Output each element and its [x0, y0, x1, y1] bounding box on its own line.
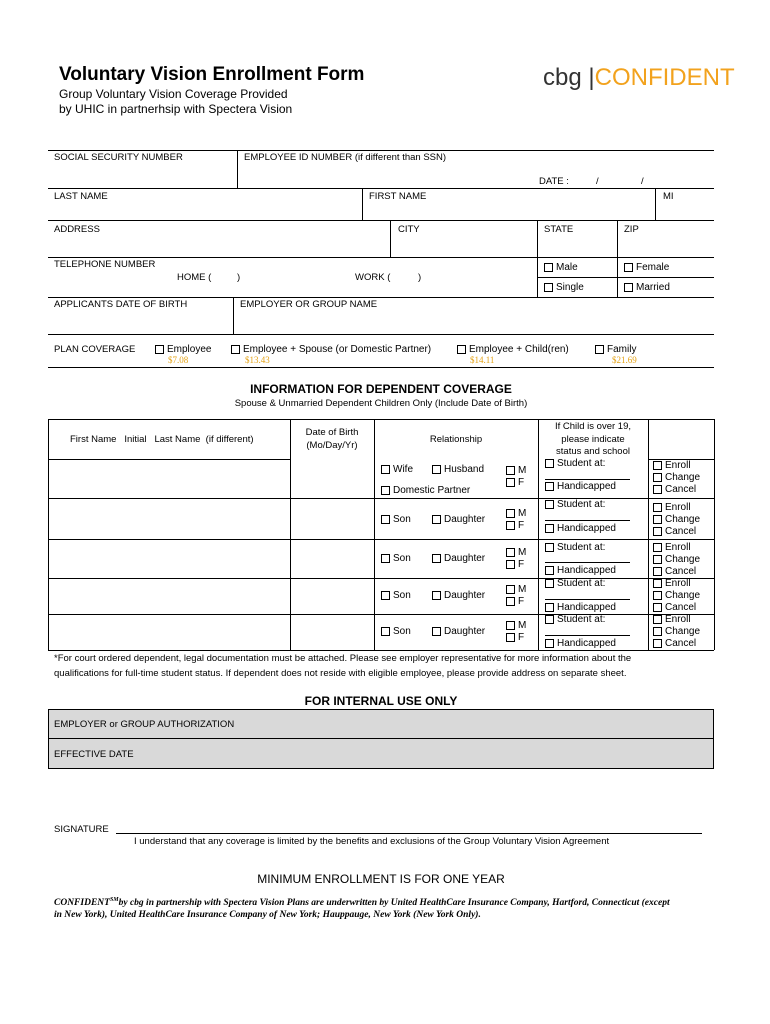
enroll-label: Enroll: [665, 542, 691, 553]
checkbox-square-icon: [545, 639, 554, 648]
son-label: Son: [393, 514, 411, 525]
change-label: Change: [665, 472, 701, 483]
m-label: M: [518, 508, 527, 519]
checkbox-square-icon: [432, 591, 441, 600]
checkbox-square-icon: [545, 603, 554, 612]
row4-enroll-checkbox[interactable]: [653, 578, 691, 589]
son-label: Son: [393, 590, 411, 601]
checkbox-square-icon: [506, 560, 515, 569]
handicapped-label: Handicapped: [557, 638, 616, 649]
enroll-label: Enroll: [665, 502, 691, 513]
checkbox-square-icon: [506, 466, 515, 475]
f-label: F: [518, 596, 525, 607]
plan-employee-label: Employee: [167, 344, 212, 355]
telephone-label: TELEPHONE NUMBER: [54, 259, 156, 270]
dependents-subtitle: Spouse & Unmarried Dependent Children Only (Include Date of Birth): [234, 398, 528, 409]
col-relationship-header: Relationship: [429, 434, 483, 445]
checkbox-square-icon: [506, 597, 515, 606]
checkbox-square-icon: [653, 503, 662, 512]
row1-change-checkbox[interactable]: [653, 472, 700, 483]
row2-enroll-checkbox[interactable]: [653, 502, 691, 513]
checkbox-square-icon: [544, 283, 553, 292]
row3-change-checkbox[interactable]: [653, 554, 700, 565]
cbg-confident-logo: [543, 64, 735, 92]
row5-cancel-checkbox[interactable]: [653, 638, 696, 649]
student-at-label: Student at:: [557, 614, 606, 625]
checkbox-square-icon: [545, 579, 554, 588]
husband-checkbox[interactable]: [432, 464, 484, 475]
daughter-label: Daughter: [444, 626, 486, 637]
student-at-label: Student at:: [557, 578, 606, 589]
row5-handicapped-checkbox[interactable]: [545, 638, 616, 649]
son-label: Son: [393, 553, 411, 564]
checkbox-square-icon: [506, 478, 515, 487]
signature-line[interactable]: [116, 833, 702, 834]
change-label: Change: [665, 590, 701, 601]
checkbox-square-icon: [457, 345, 466, 354]
row1-handicapped-checkbox[interactable]: [545, 481, 616, 492]
plan-employee-checkbox[interactable]: [155, 344, 211, 355]
student-at-label: Student at:: [557, 499, 606, 510]
plan-family-label: Family: [607, 344, 637, 355]
plan-coverage-label: PLAN COVERAGE: [54, 344, 136, 355]
checkbox-square-icon: [381, 554, 390, 563]
checkbox-square-icon: [381, 465, 390, 474]
plan-employee-spouse-checkbox[interactable]: [231, 344, 431, 355]
domestic-partner-checkbox[interactable]: [381, 485, 470, 496]
change-label: Change: [665, 626, 701, 637]
internal-use-title: FOR INTERNAL USE ONLY: [304, 694, 458, 708]
address-label: ADDRESS: [54, 224, 100, 235]
single-checkbox[interactable]: [544, 282, 584, 293]
checkbox-square-icon: [432, 627, 441, 636]
checkbox-square-icon: [653, 527, 662, 536]
col-name-header: First Name Initial Last Name (if different): [70, 434, 254, 445]
logo-cbg: cbg: [543, 64, 582, 91]
date-separator-1: /: [596, 176, 599, 187]
m-label: M: [518, 584, 527, 595]
enroll-label: Enroll: [665, 614, 691, 625]
checkbox-square-icon: [653, 567, 662, 576]
checkbox-square-icon: [653, 515, 662, 524]
logo-confident: CONFIDENT: [594, 64, 735, 91]
form-title: Voluntary Vision Enrollment Form: [59, 64, 365, 85]
handicapped-label: Handicapped: [557, 565, 616, 576]
row4-daughter-checkbox[interactable]: [432, 590, 485, 601]
row4-student-checkbox[interactable]: [545, 578, 605, 589]
plan-employee-children-label: Employee + Child(ren): [469, 344, 569, 355]
checkbox-square-icon: [653, 555, 662, 564]
cancel-label: Cancel: [665, 526, 697, 537]
minimum-enrollment: MINIMUM ENROLLMENT IS FOR ONE YEAR: [257, 872, 505, 886]
disclaimer-brand: CONFIDENT: [54, 898, 110, 909]
dob-label: APPLICANTS DATE OF BIRTH: [54, 299, 188, 310]
employee-id-label: EMPLOYEE ID NUMBER (if different than SSN): [244, 152, 447, 163]
row1-female-checkbox[interactable]: [506, 477, 524, 488]
row5-male-checkbox[interactable]: [506, 620, 526, 631]
wife-checkbox[interactable]: [381, 464, 413, 475]
checkbox-square-icon: [545, 543, 554, 552]
footnote-line1: *For court ordered dependent, legal documentation must be attached. Please see employer representative for more information about the: [54, 653, 632, 664]
checkbox-square-icon: [653, 615, 662, 624]
row1-enroll-checkbox[interactable]: [653, 460, 691, 471]
row4-handicapped-checkbox[interactable]: [545, 602, 616, 613]
male-label: Male: [556, 262, 578, 273]
m-label: M: [518, 620, 527, 631]
checkbox-square-icon: [381, 591, 390, 600]
plan-employee-children-checkbox[interactable]: [457, 344, 569, 355]
checkbox-square-icon: [155, 345, 164, 354]
row3-handicapped-checkbox[interactable]: [545, 565, 616, 576]
first-name-label: FIRST NAME: [369, 191, 427, 202]
col-child-header-1: If Child is over 19,: [554, 421, 632, 432]
footnote-line2: qualifications for full-time student status. If dependent does not reside with eligible employee, please provide address on separate sheet.: [54, 668, 627, 679]
daughter-label: Daughter: [444, 514, 486, 525]
checkbox-square-icon: [653, 639, 662, 648]
row5-student-checkbox[interactable]: [545, 614, 605, 625]
checkbox-square-icon: [624, 283, 633, 292]
checkbox-square-icon: [545, 524, 554, 533]
mi-label: MI: [663, 191, 674, 202]
row5-son-checkbox[interactable]: [381, 626, 411, 637]
signature-note: I understand that any coverage is limited by the benefits and exclusions of the Group Voluntary Vision Agreement: [134, 836, 610, 847]
row1-male-checkbox[interactable]: [506, 465, 526, 476]
row3-female-checkbox[interactable]: [506, 559, 524, 570]
enroll-label: Enroll: [665, 460, 691, 471]
daughter-label: Daughter: [444, 553, 486, 564]
employer-label: EMPLOYER OR GROUP NAME: [240, 299, 378, 310]
dependents-title: INFORMATION FOR DEPENDENT COVERAGE: [250, 382, 512, 396]
cancel-label: Cancel: [665, 484, 697, 495]
checkbox-square-icon: [545, 500, 554, 509]
form-subtitle-line2: by UHIC in partnerhsip with Spectera Vision: [59, 102, 293, 116]
m-label: M: [518, 547, 527, 558]
col-child-header-3: status and school: [556, 446, 630, 457]
row5-enroll-checkbox[interactable]: [653, 614, 691, 625]
row3-male-checkbox[interactable]: [506, 547, 526, 558]
enroll-label: Enroll: [665, 578, 691, 589]
plan-employee-spouse-price: $13.43: [245, 355, 270, 365]
checkbox-square-icon: [653, 603, 662, 612]
row4-male-checkbox[interactable]: [506, 584, 526, 595]
checkbox-square-icon: [381, 627, 390, 636]
zip-label: ZIP: [624, 224, 639, 235]
checkbox-square-icon: [595, 345, 604, 354]
checkbox-square-icon: [432, 554, 441, 563]
row2-female-checkbox[interactable]: [506, 520, 524, 531]
disclaimer-rest: by cbg in partnership with Spectera Vision Plans are underwritten by United HealthCare Insurance Company, Hartford, Connecticut (except: [118, 898, 670, 909]
plan-employee-spouse-label: Employee + Spouse (or Domestic Partner): [243, 344, 432, 355]
row2-handicapped-checkbox[interactable]: [545, 523, 616, 534]
row3-son-checkbox[interactable]: [381, 553, 411, 564]
home-phone-label: HOME (: [177, 272, 212, 283]
daughter-label: Daughter: [444, 590, 486, 601]
disclaimer-sm: SM: [109, 897, 119, 903]
cancel-label: Cancel: [665, 638, 697, 649]
disclaimer-line2: in New York), United HealthCare Insurance Company of New York; Hauppauge, New York (New York Only).: [54, 910, 481, 920]
handicapped-label: Handicapped: [557, 481, 616, 492]
effective-date-label: EFFECTIVE DATE: [54, 749, 134, 760]
row4-cancel-checkbox[interactable]: [653, 602, 696, 613]
row5-daughter-checkbox[interactable]: [432, 626, 485, 637]
row2-cancel-checkbox[interactable]: [653, 526, 696, 537]
col-dob-header-1: Date of Birth: [305, 427, 359, 438]
employer-authorization-label: EMPLOYER or GROUP AUTHORIZATION: [54, 719, 235, 730]
checkbox-square-icon: [653, 485, 662, 494]
checkbox-square-icon: [653, 461, 662, 470]
checkbox-square-icon: [653, 627, 662, 636]
checkbox-square-icon: [624, 263, 633, 272]
plan-family-checkbox[interactable]: [595, 344, 636, 355]
checkbox-square-icon: [653, 579, 662, 588]
married-label: Married: [636, 282, 670, 293]
row5-female-checkbox[interactable]: [506, 632, 524, 643]
plan-employee-price: $7.08: [168, 355, 189, 365]
female-label: Female: [636, 262, 670, 273]
ssn-label: SOCIAL SECURITY NUMBER: [54, 152, 183, 163]
date-label: DATE :: [539, 176, 569, 187]
checkbox-square-icon: [432, 515, 441, 524]
row3-enroll-checkbox[interactable]: [653, 542, 691, 553]
f-label: F: [518, 632, 525, 643]
cancel-label: Cancel: [665, 566, 697, 577]
row2-student-checkbox[interactable]: [545, 499, 605, 510]
checkbox-square-icon: [506, 585, 515, 594]
female-checkbox[interactable]: [624, 262, 669, 273]
row2-son-checkbox[interactable]: [381, 514, 411, 525]
handicapped-label: Handicapped: [557, 523, 616, 534]
row4-female-checkbox[interactable]: [506, 596, 524, 607]
single-label: Single: [556, 282, 584, 293]
row5-change-checkbox[interactable]: [653, 626, 700, 637]
change-label: Change: [665, 514, 701, 525]
state-label: STATE: [544, 224, 574, 235]
m-label: M: [518, 465, 527, 476]
plan-employee-children-price: $14.11: [470, 355, 495, 365]
checkbox-square-icon: [545, 615, 554, 624]
checkbox-square-icon: [653, 591, 662, 600]
effective-date-field[interactable]: [48, 738, 714, 769]
checkbox-square-icon: [506, 548, 515, 557]
domestic-partner-label: Domestic Partner: [393, 485, 471, 496]
checkbox-square-icon: [545, 482, 554, 491]
form-subtitle-line1: Group Voluntary Vision Coverage Provided: [59, 87, 288, 101]
col-child-header-2: please indicate: [561, 434, 625, 445]
change-label: Change: [665, 554, 701, 565]
last-name-label: LAST NAME: [54, 191, 108, 202]
work-phone-close: ): [418, 272, 422, 283]
disclaimer-line1: [54, 897, 670, 908]
checkbox-square-icon: [545, 459, 554, 468]
checkbox-square-icon: [231, 345, 240, 354]
checkbox-square-icon: [432, 465, 441, 474]
row2-change-checkbox[interactable]: [653, 514, 700, 525]
row3-daughter-checkbox[interactable]: [432, 553, 485, 564]
work-phone-label: WORK (: [355, 272, 391, 283]
checkbox-square-icon: [506, 633, 515, 642]
f-label: F: [518, 520, 525, 531]
student-at-label: Student at:: [557, 542, 606, 553]
husband-label: Husband: [444, 464, 485, 475]
checkbox-square-icon: [653, 543, 662, 552]
checkbox-square-icon: [544, 263, 553, 272]
col-dob-header-2: (Mo/Day/Yr): [306, 440, 358, 451]
row1-cancel-checkbox[interactable]: [653, 484, 696, 495]
date-separator-2: /: [641, 176, 644, 187]
cancel-label: Cancel: [665, 602, 697, 613]
checkbox-square-icon: [506, 521, 515, 530]
home-phone-close: ): [237, 272, 241, 283]
row4-change-checkbox[interactable]: [653, 590, 700, 601]
row4-son-checkbox[interactable]: [381, 590, 411, 601]
checkbox-square-icon: [381, 486, 390, 495]
row2-male-checkbox[interactable]: [506, 508, 526, 519]
checkbox-square-icon: [653, 473, 662, 482]
checkbox-square-icon: [381, 515, 390, 524]
f-label: F: [518, 477, 525, 488]
city-label: CITY: [398, 224, 420, 235]
checkbox-square-icon: [545, 566, 554, 575]
row3-student-checkbox[interactable]: [545, 542, 605, 553]
married-checkbox[interactable]: [624, 282, 670, 293]
row2-daughter-checkbox[interactable]: [432, 514, 485, 525]
signature-label: SIGNATURE: [54, 824, 109, 835]
son-label: Son: [393, 626, 411, 637]
checkbox-square-icon: [506, 509, 515, 518]
handicapped-label: Handicapped: [557, 602, 616, 613]
plan-family-price: $21.69: [612, 355, 637, 365]
checkbox-square-icon: [506, 621, 515, 630]
row1-student-checkbox[interactable]: [545, 458, 605, 469]
logo-separator: |: [588, 64, 595, 91]
student-at-label: Student at:: [557, 458, 606, 469]
male-checkbox[interactable]: [544, 262, 578, 273]
f-label: F: [518, 559, 525, 570]
row3-cancel-checkbox[interactable]: [653, 566, 696, 577]
wife-label: Wife: [393, 464, 413, 475]
